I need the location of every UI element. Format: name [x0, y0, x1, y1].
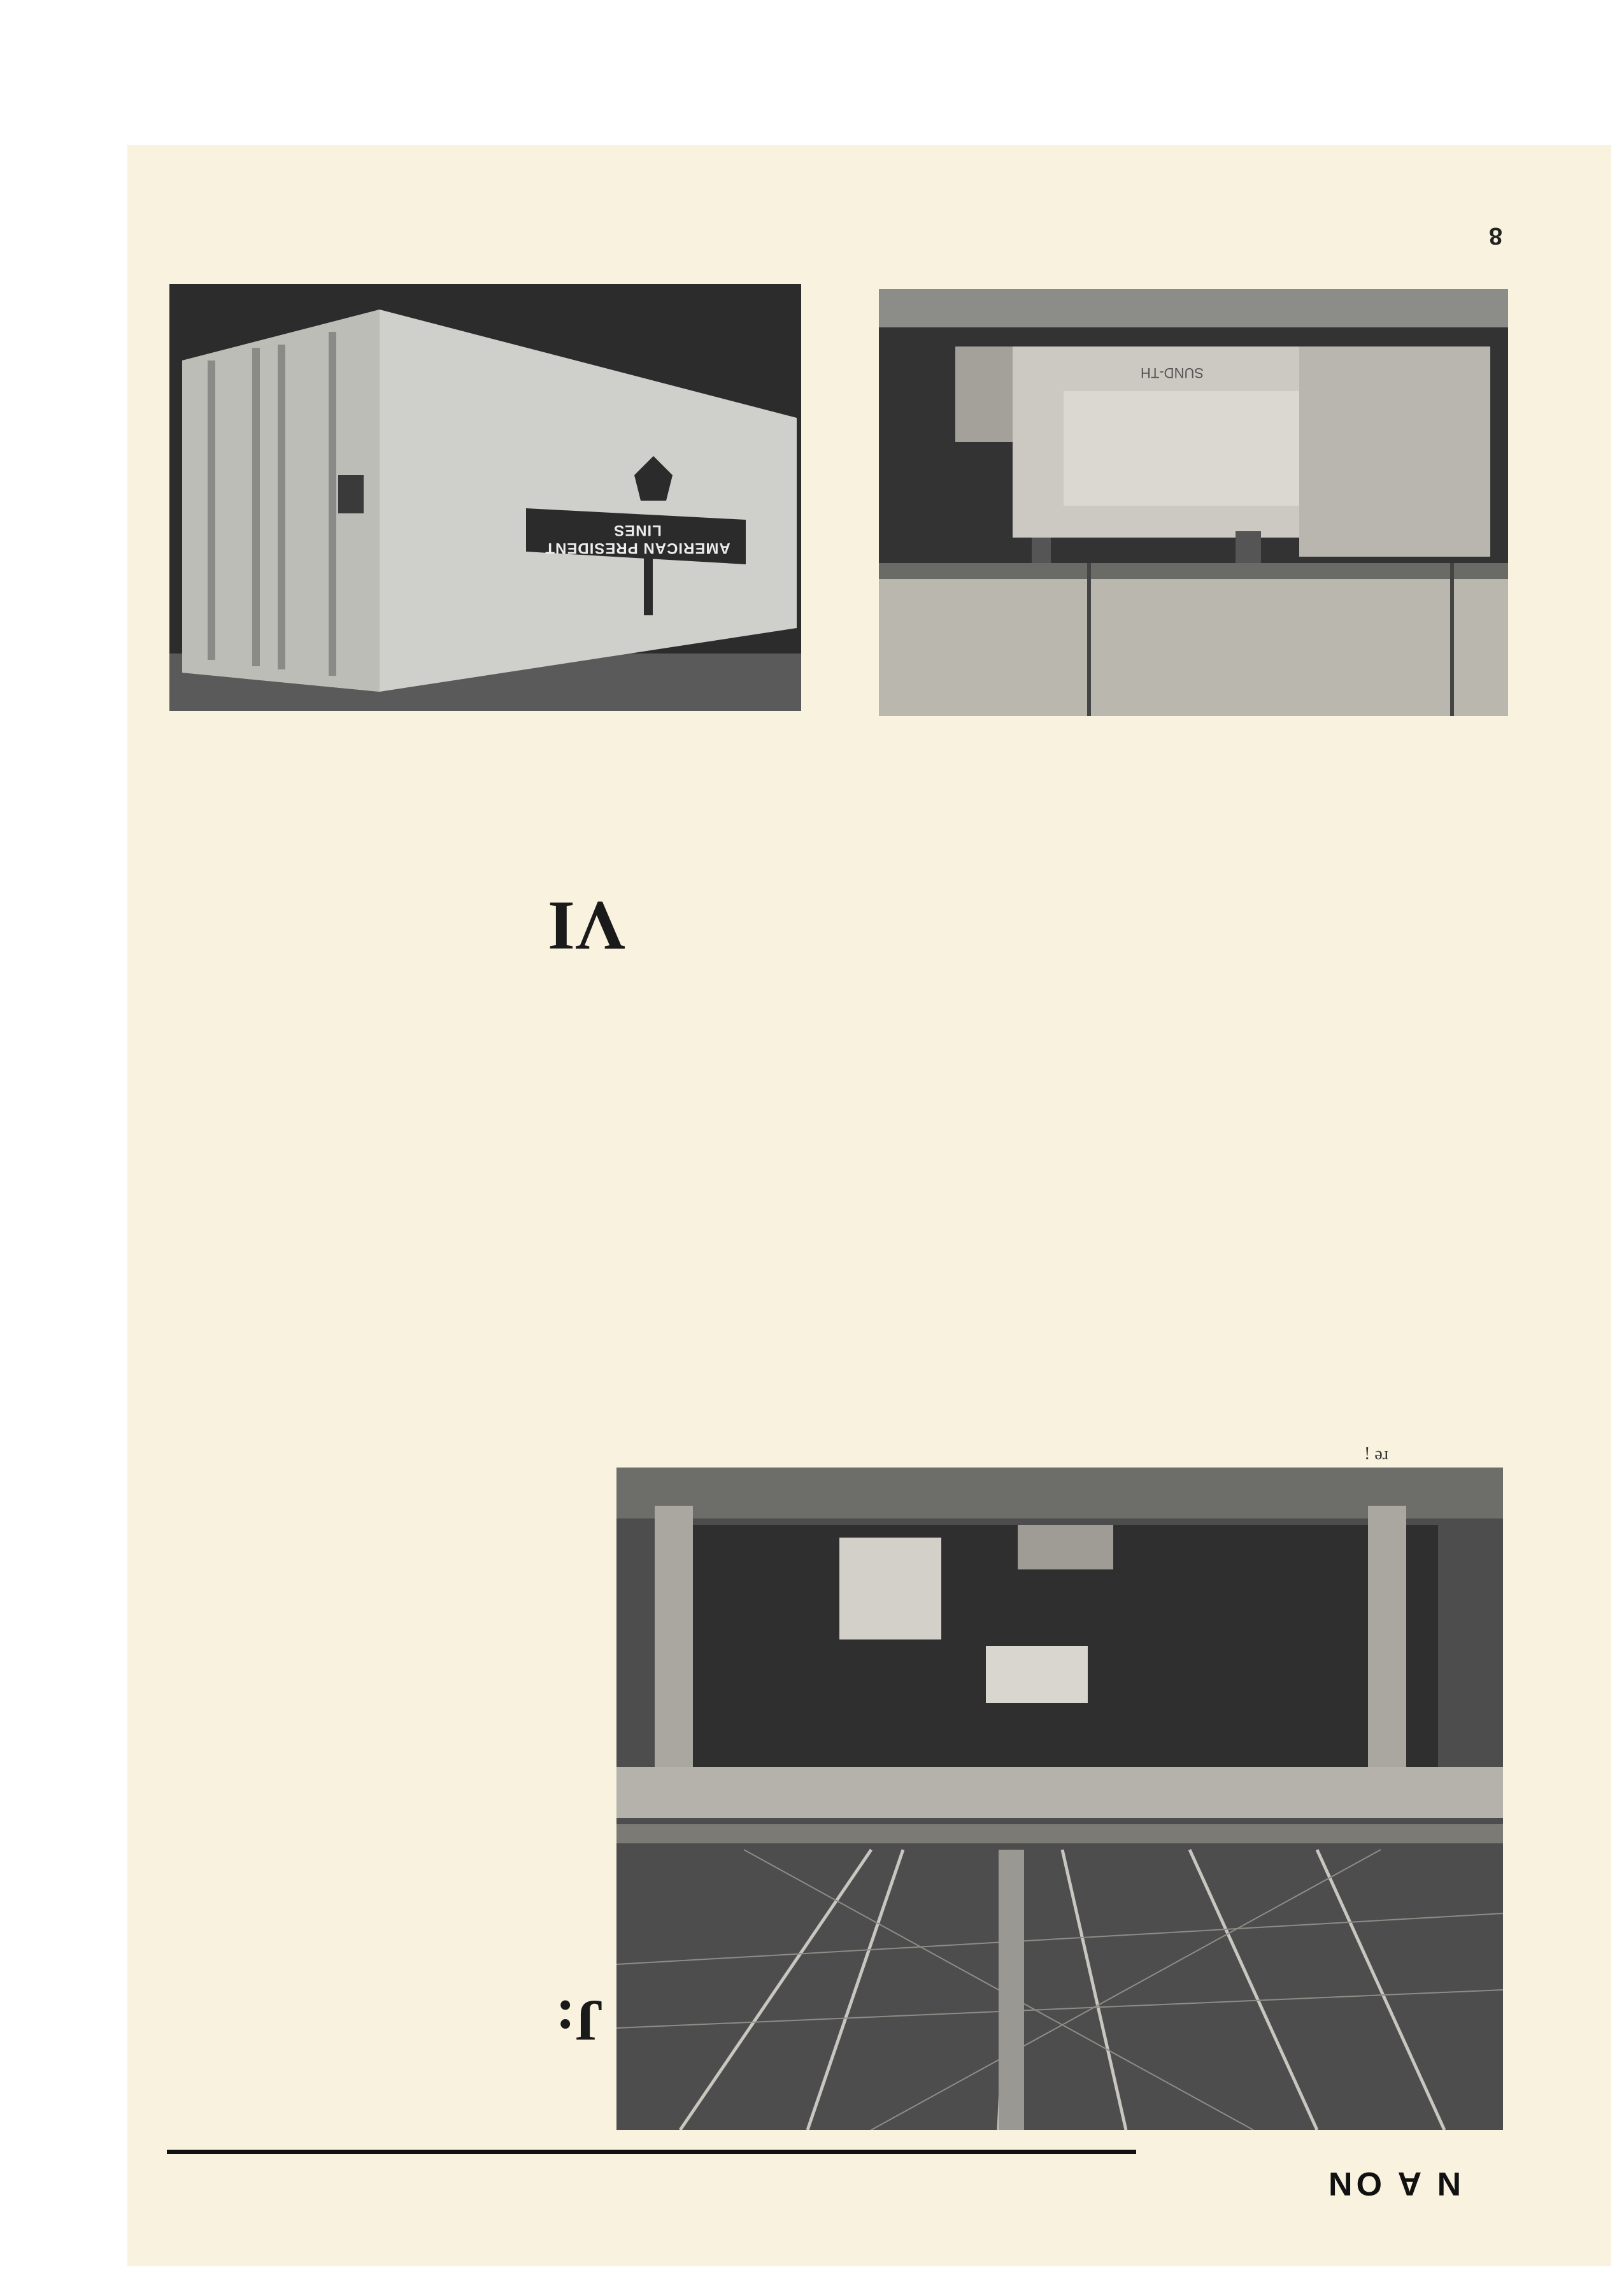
- container-logo-text: AMERICAN PRESIDENT LINES: [545, 522, 730, 557]
- crane-lift-photo: [879, 289, 1508, 716]
- page-number: 8: [1489, 222, 1503, 249]
- heading-fragment-j: J:: [555, 1989, 604, 2054]
- heading-fragment-vi: VI: [548, 887, 626, 965]
- caption-fragment: re ¡: [1364, 1447, 1389, 1466]
- footer-rule: [167, 2150, 1136, 2154]
- container-photo: [169, 284, 801, 711]
- footer-text: N A ON: [1325, 2165, 1462, 2202]
- crane-container-marking: SUND-TH: [1140, 365, 1204, 381]
- ship-hold-photo: [616, 1468, 1503, 2130]
